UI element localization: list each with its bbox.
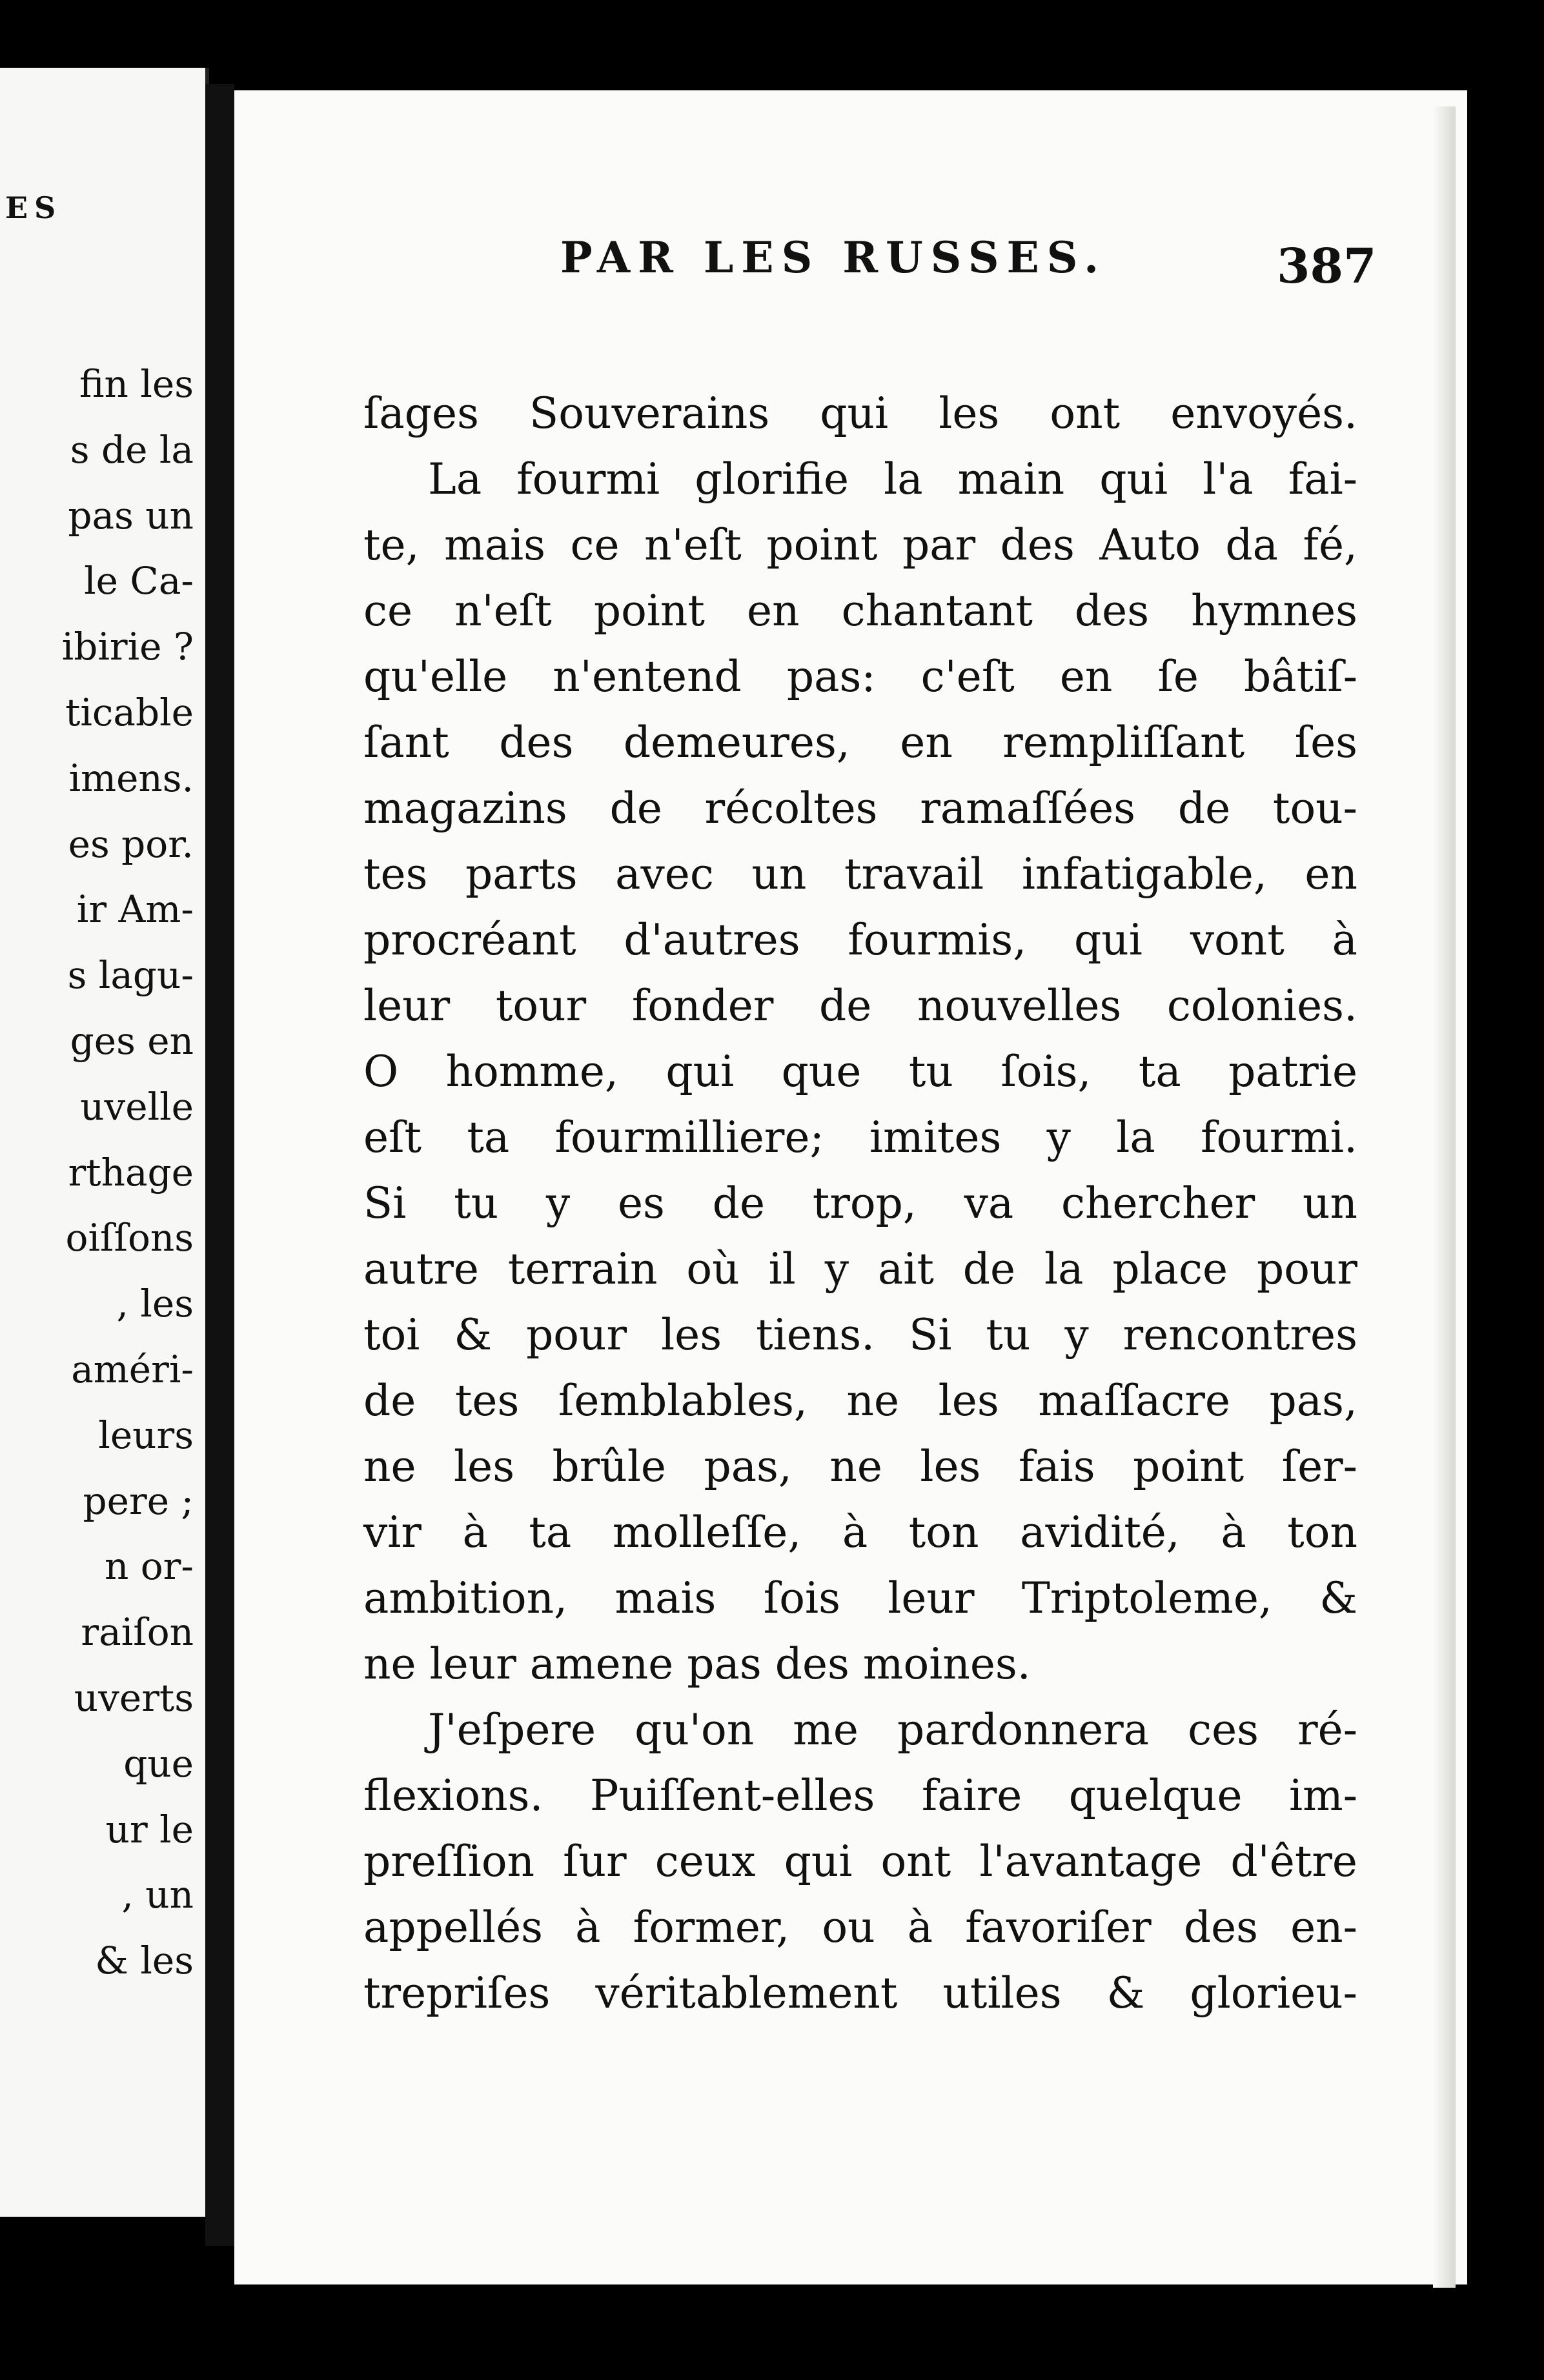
- left-text-line: améri-: [71, 1347, 194, 1391]
- text-line: toi & pour les tiens. Si tu y rencontres: [363, 1310, 1357, 1360]
- text-line: magazins de récoltes ramaſſées de tou-: [363, 783, 1357, 833]
- text-line: ne les brûle pas, ne les fais point ſer-: [363, 1442, 1357, 1491]
- body-text-block: [363, 381, 1357, 2026]
- left-text-line: imens.: [68, 756, 194, 800]
- left-text-line: oiſſons: [65, 1216, 194, 1260]
- text-line: tes parts avec un travail infatigable, en: [363, 849, 1357, 899]
- text-line: preſſion ſur ceux qui ont l'avantage d'être: [363, 1837, 1357, 1886]
- left-text-line: & les: [95, 1939, 194, 1983]
- text-line: de tes ſemblables, ne les maſſacre pas,: [363, 1376, 1357, 1426]
- left-text-line: , les: [116, 1282, 194, 1326]
- left-text-line: uvelle: [80, 1084, 194, 1129]
- text-line: eſt ta fourmilliere; imites y la fourmi.: [363, 1113, 1357, 1162]
- text-line: ſant des demeures, en rempliſſant ſes: [363, 718, 1357, 767]
- book-gutter: [205, 84, 234, 2246]
- text-line: procréant d'autres fourmis, qui vont à: [363, 915, 1357, 965]
- left-text-line: ges en: [70, 1018, 194, 1063]
- text-line: leur tour fonder de nouvelles colonies.: [363, 981, 1357, 1031]
- left-text-line: n or-: [104, 1544, 194, 1589]
- left-running-head: ES: [5, 190, 63, 225]
- left-text-line: fin les: [79, 362, 194, 406]
- left-text-line: raiſon: [81, 1610, 194, 1655]
- left-text-line: s lagu-: [67, 953, 194, 998]
- left-text-line: ur le: [105, 1807, 194, 1851]
- page-number: 387: [1277, 239, 1377, 294]
- left-text-line: ir Am-: [76, 887, 194, 932]
- left-text-line: uverts: [74, 1675, 194, 1720]
- page-edge: [1433, 106, 1456, 2288]
- left-text-line: le Ca-: [84, 559, 194, 603]
- left-text-line: s de la: [70, 427, 194, 472]
- left-text-line: pas un: [68, 493, 194, 538]
- right-page: [234, 90, 1467, 2284]
- left-text-line: ticable: [65, 690, 194, 734]
- left-text-block: [62, 352, 194, 1994]
- text-line: appellés à former, ou à favoriſer des en-: [363, 1902, 1357, 1952]
- left-text-line: rthage: [68, 1150, 194, 1195]
- left-text-line: leurs: [98, 1413, 194, 1457]
- text-line: te, mais ce n'eſt point par des Auto da fé,: [363, 520, 1357, 570]
- text-line: J'eſpere qu'on me pardonnera ces ré-: [428, 1705, 1357, 1755]
- text-line: vir à ta molleſſe, à ton avidité, à ton: [363, 1508, 1357, 1557]
- text-line: ſages Souverains qui les ont envoyés.: [363, 388, 1357, 438]
- text-line: ambition, mais ſois leur Triptoleme, &: [363, 1573, 1357, 1623]
- text-line: trepriſes véritablement utiles & glorieu-: [363, 1968, 1357, 2018]
- left-text-line: es por.: [68, 822, 194, 866]
- left-text-line: que: [123, 1741, 194, 1786]
- text-line: La fourmi glorifie la main qui l'a fai-: [428, 454, 1357, 504]
- left-page: [0, 68, 209, 2217]
- text-line: autre terrain où il y ait de la place pour: [363, 1244, 1357, 1294]
- text-line: Si tu y es de trop, va chercher un: [363, 1178, 1357, 1228]
- text-line: ne leur amene pas des moines.: [363, 1639, 1031, 1689]
- text-line: ce n'eſt point en chantant des hymnes: [363, 586, 1357, 636]
- text-line: qu'elle n'entend pas: c'eſt en ſe bâtiſ-: [363, 652, 1357, 701]
- left-text-line: , un: [121, 1873, 194, 1917]
- left-text-line: pere ;: [83, 1478, 194, 1523]
- text-line: flexions. Puiſſent-elles faire quelque im-: [363, 1771, 1357, 1820]
- running-head: PAR LES RUSSES.: [560, 232, 1107, 283]
- left-text-line: ibirie ?: [61, 625, 194, 669]
- text-line: O homme, qui que tu ſois, ta patrie: [363, 1047, 1357, 1096]
